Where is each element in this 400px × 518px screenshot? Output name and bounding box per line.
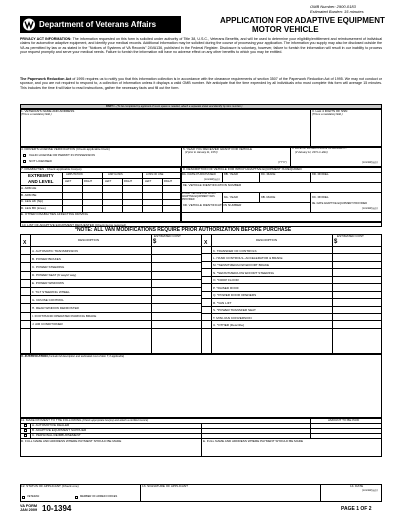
right-cost-header: ESTIMATED COST [337,234,364,238]
side-header: LEFT [65,180,72,183]
extremity-header: EXTREMITY [28,173,54,178]
right-equipment-checkbox[interactable] [203,278,209,283]
left-equipment-cost-field[interactable] [152,313,200,321]
form-page [20,4,385,514]
left-equipment-checkbox[interactable] [22,281,28,286]
disabilities-label: 7. DISABILITIES - Check applicable box(es) [21,167,82,171]
ssn-field[interactable] [311,118,381,146]
left-equipment-checkbox[interactable] [22,249,28,254]
right-equipment-label: K. TRANSFER OF CONTROLS [213,248,257,253]
other-disabilities-field[interactable] [21,217,180,221]
payee-d-field[interactable] [21,444,200,456]
left-equipment-checkbox[interactable] [22,290,28,295]
left-equipment-row [20,255,201,263]
payment-option-supplier: B. ADAPTIVE EQUIPMENT SUPPLIER [32,428,87,432]
left-equipment-cost-field[interactable] [152,255,200,263]
last-vehicle-year-label: 9A. YEAR [224,195,238,199]
amount-to-be-paid-header: AMOUNT TO BE PAID [328,418,360,422]
right-equipment-row [201,322,382,329]
right-dollar-sign: $ [334,239,338,245]
left-equipment-label: H. REAR WINDOW DEFROSTER [32,305,79,310]
right-equipment-checkbox[interactable] [203,323,209,328]
part1-label: PART I - [106,105,116,108]
eligibility-date-sub: (If January 11, 1971 or after) [295,151,328,154]
payment-personal-checkbox[interactable] [24,434,27,437]
right-equipment-label: P. *RAISED ROOF [213,285,239,290]
not-licensed-checkbox[interactable] [23,160,26,163]
left-equipment-row [20,263,201,271]
privacy-act-notice [20,37,382,54]
payee-e-field[interactable] [202,444,381,456]
applicant-status-label: 12. STATUS OF APPLICANT (Check one) [21,484,79,488]
left-equipment-checkbox[interactable] [22,298,28,303]
payment-option-personal: C. PERSONAL REIMBURSEMENT [32,433,81,437]
right-equipment-cost-field[interactable] [333,254,381,261]
veteran-name-sub: (This is a mandatory field.) [21,113,52,116]
side-header: LEFT [145,180,152,183]
paperwork-notice [20,77,382,90]
right-equipment-cost-field[interactable] [333,262,381,269]
signature-label: 13. SIGNATURE OF APPLICANT [142,484,189,488]
eligibility-date-label: 6. DATE OF VA CERTIFICATE OF ELIGIBILITY [292,147,347,150]
left-equipment-checkbox[interactable] [22,273,28,278]
disability-row-arm-be: B. ARM BE [21,193,37,197]
right-equipment-cost-field[interactable] [333,314,381,321]
left-equipment-checkbox[interactable] [22,306,28,311]
not-licensed-label: NOT LICENSED [29,159,52,163]
right-equipment-cost-field[interactable] [333,292,381,299]
date-field[interactable] [321,494,381,501]
left-description-header: DESCRIPTION [78,238,100,242]
right-equipment-row [201,307,382,314]
left-equipment-label: C. POWER STEERING [32,264,65,269]
payment-dealer-checkbox[interactable] [24,424,27,427]
right-equipment-checkbox[interactable] [203,286,209,291]
ssn-label: 3. Last 4 DIGITS OF SSN [312,109,348,113]
left-equipment-row [20,288,201,296]
right-equipment-cost-field[interactable] [333,284,381,291]
license-label: 4. DRIVER'S LICENSE VERIFICATION (Check applicable block) [21,147,110,151]
status-armed-forces-label: MEMBER OF ARMED FORCES [80,495,118,498]
right-equipment-label: U. *OTHER (Describe) [213,323,245,327]
right-equipment-cost-field[interactable] [333,307,381,314]
last-vehicle-make-label: 9B. MAKE [261,195,276,199]
right-equipment-cost-field[interactable] [333,299,381,306]
disability-row-arm-ae: A. ARM AE [21,186,37,190]
payment-label: 11. MAKE PAYMENT TO THE FOLLOWING [21,418,82,422]
left-equipment-checkbox[interactable] [22,265,28,270]
right-equipment-label: S. *POWER TRANSFER SEAT [213,308,256,313]
date-purchased-label: 8A. DATE PURCHASED [182,172,216,176]
footer-va-form: VA FORM [20,504,38,508]
right-equipment-label: L. HAND CONTROLS--ACCELERATOR & BRAKE [213,255,283,260]
right-equipment-row [201,299,382,306]
veteran-name-field[interactable] [21,118,309,146]
signature-field[interactable] [141,489,319,501]
left-equipment-row [20,296,201,304]
justification-sub: (Include full description and estimated cost of item T, if applicable) [48,355,125,358]
left-equipment-label: E. POWER WINDOWS [32,281,64,286]
left-equipment-label: D. POWER SEAT (6 way/2 way) [32,273,77,278]
status-veteran-checkbox[interactable] [22,496,25,499]
and-level-header: AND LEVEL [28,179,54,184]
left-equipment-checkbox[interactable] [22,322,28,327]
equipment-list-label: 10. LIST OF ADAPTIVE EQUIPMENT REQUESTED (Check items required) [22,223,127,227]
right-equipment-label: Q. *POWER DOOR OPENERS [213,293,257,298]
eligibility-date-format: (mm/dd/yyyy) [362,161,378,164]
grant-year-format: (YYYY) [278,161,287,164]
left-equipment-row [20,247,201,255]
left-equipment-label: J. AIR CONDITIONER [32,322,63,327]
payment-sub: (Check appropriate box(es) and attach a certified invoice) [82,419,149,422]
part1-text: (To be completed by applicant-If more space is needed, attach a separate sheet and identify by item number.) [116,105,243,108]
right-equipment-label: T. MINI-VAN CONVERSION [213,315,252,320]
payee-e-label: E. FULL NAME AND ADDRESS WHERE PAYMENT SHOULD BE MADE [203,439,304,443]
date-purchased-format: (mm/dd/yyyy) [204,178,220,181]
valid-license-label: VALID LICENSE OR PERMIT IN POSSESSION [29,153,95,157]
left-equipment-cost-field[interactable] [152,321,200,329]
disability-row-leg-ak: C. LEG AK (hip) [21,199,44,203]
other-disabilities-label: E. OTHER DISABILITIES AFFECTING DRIVING [21,212,89,216]
left-equipment-row [20,272,201,280]
right-check-header: X [204,240,208,246]
payment-supplier-checkbox[interactable] [24,429,27,432]
date-format: (mm/dd/yyyy) [362,489,378,492]
right-equipment-row [201,277,382,284]
side-header: LEFT [105,180,112,183]
amputation-header: AMPUTATION [66,173,83,176]
form-title-line1: APPLICATION FOR ADAPTIVE EQUIPMENT [220,16,385,25]
left-equipment-cost-field[interactable] [152,247,200,255]
right-equipment-label: N. *SENSITIZED/LOW EFFORT STEERING [213,270,275,275]
left-check-header: X [23,240,27,246]
ssn-sub: (This is a mandatory field.) [312,113,343,116]
right-equipment-cost-field[interactable] [333,322,381,329]
left-equipment-cost-field[interactable] [152,280,200,288]
eligibility-date-field[interactable] [291,156,361,166]
left-equipment-cost-field[interactable] [152,304,200,312]
payee-d-label: D. FULL NAME AND ADDRESS WHERE PAYMENT SHOULD BE MADE [21,439,122,443]
vehicle-description-label: 8. DESCRIPTION OF VEHICLE FOR WHICH ADAPTIVE EQUIPMENT IS REQUIRED [183,167,302,171]
right-equipment-checkbox[interactable] [203,271,209,276]
grant-year-sub: (If prior to January 11, 1971) [185,151,218,154]
agency-banner [20,16,181,33]
right-equipment-cost-field[interactable] [333,277,381,284]
left-equipment-checkbox[interactable] [22,257,28,262]
side-header: RIGHT [164,180,173,183]
right-equipment-label: M. *SENSITIZED/LOW EFFORT BRAKE [213,263,270,268]
right-description-header: DESCRIPTION [256,238,278,242]
justification-label: V. JUSTIFICATION [21,354,48,358]
left-equipment-cost-field[interactable] [152,288,200,296]
omb-burden: Estimated Burden: 15 minutes [310,9,364,14]
right-equipment-checkbox[interactable] [203,249,209,254]
left-dollar-sign: $ [153,239,157,245]
vin-label: 8E. VEHICLE IDENTIFICATION NUMBER [183,183,242,187]
right-equipment-row [201,262,382,269]
last-vehicle-label: 9. LAST VEHICLE FOR WHICH ADAPTIVE EQUIPMENT WAS PROVIDED [182,192,216,201]
left-equipment-label: G. CRUISE CONTROL [32,297,64,302]
right-equipment-row [201,292,382,299]
left-equipment-checkbox[interactable] [22,314,28,319]
omb-number: OMB Number: 2900-0183 [310,4,356,9]
grant-year-label: 5. YEAR YOU RECEIVED GRANT FOR VEHICLE [183,147,253,151]
vehicle-make-label: 8C. MAKE [261,172,276,176]
left-equipment-cost-field[interactable] [152,272,200,280]
vehicle-model-label: 8D. MODEL [312,172,329,176]
right-equipment-cost-field[interactable] [333,269,381,276]
left-equipment-label: F. TILT STEERING WHEEL [32,289,70,294]
left-equipment-row [20,280,201,288]
footer-form-number: 10-1394 [42,504,72,513]
va-seal-icon [22,18,36,31]
grant-year-field[interactable] [182,156,277,166]
ankylosis-header: ANKYLOSIS [108,173,123,176]
side-header: RIGHT [124,180,133,183]
veteran-name-label: 1. VETERAN'S NAME AND ADDRESS [21,109,75,113]
side-header: RIGHT [84,180,93,183]
status-armed-forces-checkbox[interactable] [75,496,78,499]
right-equipment-label: R. *VAN LIFT [213,300,232,305]
left-equipment-row [20,313,201,321]
left-cost-header: ESTIMATED COST [154,234,181,238]
right-equipment-row [201,269,382,276]
status-veteran-label: VETERAN [27,495,40,498]
footer-page: PAGE 1 OF 2 [341,506,372,512]
left-equipment-row [20,321,201,329]
last-vin-label: 9D. VEHICLE IDENTIFICATION NUMBER [183,203,242,207]
left-equipment-cost-field[interactable] [152,296,200,304]
van-modification-note: *NOTE: ALL VAN MODIFICATIONS REQUIRE PRIOR AUTHORIZATION BEFORE PURCHASE [75,227,292,233]
right-equipment-row [201,284,382,291]
vehicle-year-label: 8B. YEAR [224,172,238,176]
equipment-date-label: 9E. DATE ADAPTIVE EQUIPMENT PROVIDED [312,202,368,205]
date-label: 14. DATE [350,484,364,488]
right-equipment-checkbox[interactable] [203,308,209,313]
agency-name: Department of Veterans Affairs [39,20,157,29]
loss-of-use-header: LOSS OF USE [146,173,164,176]
right-equipment-checkbox[interactable] [203,256,209,261]
valid-license-checkbox[interactable] [23,154,26,157]
left-equipment-cost-field[interactable] [152,263,200,271]
form-title-line2: MOTOR VEHICLE [252,25,319,34]
paperwork-text: of 1995 requires us to notify you that this information collection is in accordance with the clearance requirements of section 3507 of the Paperwork Reduction Act of 1995. We may not conduct or sponsor, and you are not required to respond to, a collection of information unless it displays a valid OMB number. We anticipate that the time expended by all individuals who must complete this form will average 15 minutes. This includes the time it will take to read instructions, gather the necessary facts and fill out the form. [20,77,382,90]
right-equipment-cost-field[interactable] [333,247,381,254]
left-equipment-label: A. AUTOMATIC TRANSMISSION [32,248,78,253]
privacy-text: The information requested on this form is solicited under authority of Title 38, U.S.C., Veterans Benefits, and will be used to determine your eligibility/entitlement and reimbursement of individual claims for automotive adaptive equipment, and identify your medical records. Additional information may be solicited during the course of processing your application. The information you supply may also be disclosed outside the VA as permitted by law or as stated in the "Notices of Systems of VA Records" 24VA136, published in the Federal Register. Disclosure is voluntary, however, failure to furnish the information will result in our inability to process your request promptly and serve your medical needs. Failure to furnish the information will have no adverse effect on any other benefits to which you may be entitled. [20,37,382,54]
footer-date: JAN 2009 [20,508,38,512]
privacy-heading: PRIVACY ACT INFORMATION: [20,37,72,41]
right-equipment-checkbox[interactable] [203,293,209,298]
right-equipment-row [201,254,382,261]
left-equipment-row [20,304,201,312]
left-equipment-label: B. POWER BRAKES [32,256,61,261]
right-equipment-row [201,314,382,321]
right-equipment-row [201,247,382,254]
paperwork-heading: The Paperwork Reduction Act [20,77,72,81]
right-equipment-checkbox[interactable] [203,301,209,306]
left-equipment-label: I. FOOT/HAND OPERATED PARKING BRAKE [32,314,97,319]
equipment-date-format: (mm/dd/yyyy) [362,207,378,210]
right-equipment-checkbox[interactable] [203,316,209,321]
payment-option-dealer: A. AUTOMOTIVE DEALER [32,423,70,427]
right-equipment-label: O. *DROP FLOOR [213,278,239,283]
right-equipment-checkbox[interactable] [203,263,209,268]
last-vehicle-model-label: 9C. MODEL [312,195,329,199]
disability-row-leg-bk: D. LEG BK (knee) [21,206,46,210]
justification-field[interactable] [21,360,381,417]
